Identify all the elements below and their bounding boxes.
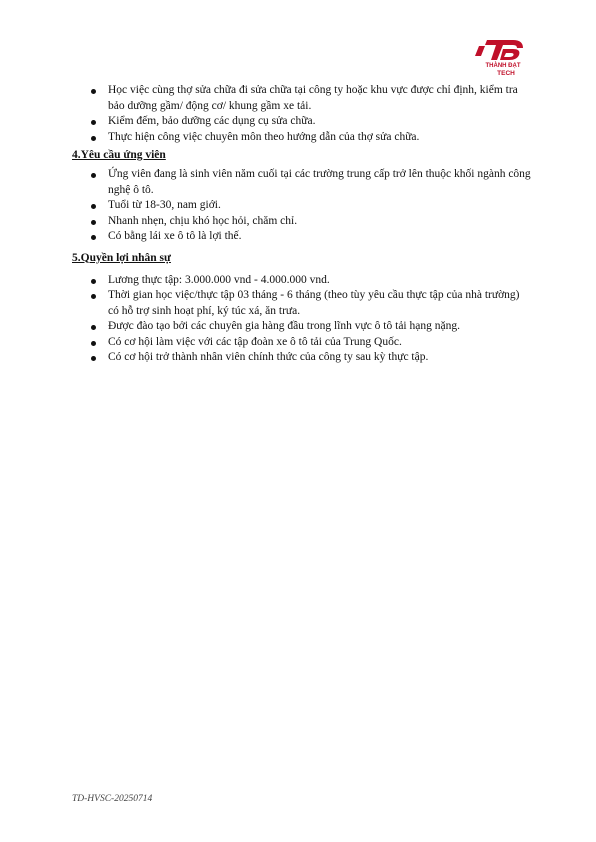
list-item: [72, 335, 532, 351]
list-item-text: Tuổi từ 18-30, nam giới.: [108, 199, 221, 211]
section-2-title: 4.Yêu cầu ứng viên: [72, 149, 166, 161]
list-item: [72, 319, 532, 335]
document-code-footer: TD-HVSC-20250714: [72, 794, 153, 804]
section-3-title: 5.Quyền lợi nhân sự: [72, 251, 171, 264]
list-item: [72, 350, 532, 366]
bullet-icon: [91, 235, 96, 240]
bullet-icon: [91, 136, 96, 141]
bullet-icon: [91, 325, 96, 330]
list-item-text: Thực hiện công việc chuyên môn theo hướng dẫn của thợ sửa chữa.: [108, 130, 420, 143]
list-item-text: Có cơ hội trở thành nhân viên chính thức của công ty sau kỳ thực tập.: [108, 351, 429, 363]
bullet-icon: [91, 173, 96, 178]
logo-brand-text: THÀNH ĐẠT: [485, 63, 521, 69]
list-item: [72, 229, 532, 245]
company-logo: [473, 36, 533, 80]
list-item: [72, 83, 532, 114]
list-item-text: Nhanh nhẹn, chịu khó học hỏi, chăm chỉ.: [108, 214, 298, 227]
list-item-text: Kiểm đếm, bảo dưỡng các dụng cụ sửa chữa.: [108, 115, 316, 127]
bullet-icon: [91, 120, 96, 125]
list-item: [72, 273, 532, 289]
bullet-icon: [91, 204, 96, 209]
bullet-icon: [91, 294, 96, 299]
bullet-icon: [91, 220, 96, 225]
bullet-icon: [91, 279, 96, 284]
list-item: [72, 198, 532, 214]
list-item: [72, 114, 532, 130]
section-1-list: [72, 83, 532, 145]
section-2-list: [72, 167, 532, 245]
list-item: [72, 288, 532, 319]
list-item-text: Học việc cùng thợ sửa chữa đi sửa chữa tại công ty hoặc khu vực được chỉ định, kiểm tra bảo dưỡng gầm/ động cơ/ khung gầm xe tải.: [108, 84, 518, 112]
document-body: [72, 83, 532, 366]
bullet-icon: [91, 356, 96, 361]
list-item-text: Được đào tạo bởi các chuyên gia hàng đầu trong lĩnh vực ô tô tải hạng nặng.: [108, 320, 460, 332]
list-item-text: Có cơ hội làm việc với các tập đoàn xe ô tô tải của Trung Quốc.: [108, 335, 402, 348]
list-item-text: Ứng viên đang là sinh viên năm cuối tại các trường trung cấp trở lên thuộc khối ngành công nghệ ô tô.: [108, 168, 531, 196]
list-item: [72, 214, 532, 230]
list-item-text: Thời gian học việc/thực tập 03 tháng - 6 tháng (theo tùy yêu cầu thực tập của nhà trường) có hỗ trợ sinh hoạt phí, ký túc xá, ăn trưa.: [108, 289, 520, 317]
section-3-list: [72, 273, 532, 366]
list-item: [72, 130, 532, 146]
list-item: [72, 167, 532, 198]
list-item-text: Lương thực tập: 3.000.000 vnd - 4.000.000 vnd.: [108, 273, 330, 286]
bullet-icon: [91, 341, 96, 346]
logo-tag-text: TECH: [497, 70, 515, 77]
bullet-icon: [91, 89, 96, 94]
list-item-text: Có bằng lái xe ô tô là lợi thế.: [108, 230, 242, 242]
